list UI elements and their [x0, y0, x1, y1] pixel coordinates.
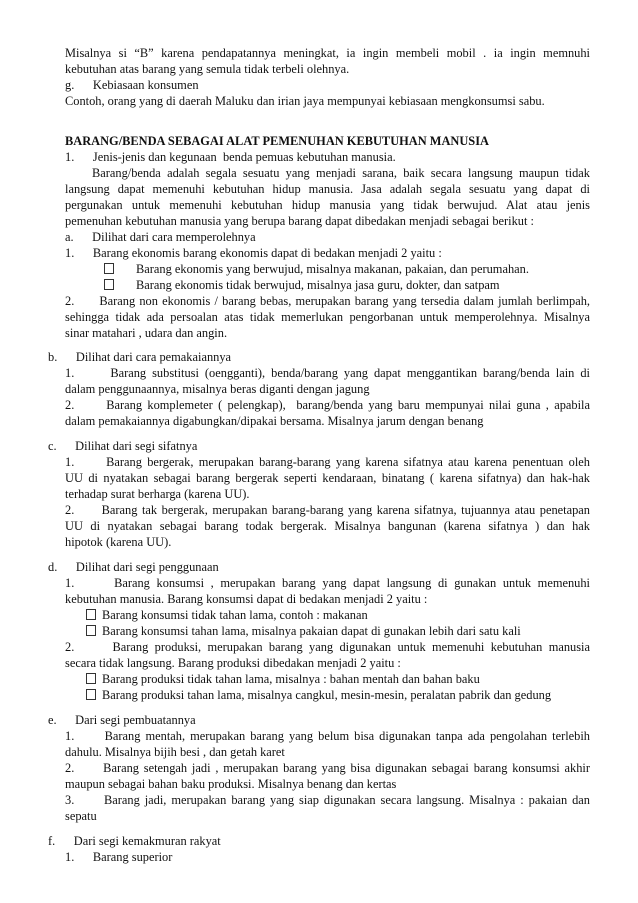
checkbox-bullet-icon [104, 263, 114, 274]
list-item: 1. Barang ekonomis barang ekonomis dapat di bedakan menjadi 2 yaitu : [65, 246, 442, 260]
list-item: 2. Barang non ekonomis / barang bebas, merupakan barang yang tersedia dalam jumlah berlimpah, [65, 294, 590, 308]
list-item: 3. Barang jadi, merupakan barang yang siap digunakan secara langsung. Misalnya : pakaian dan [65, 793, 590, 807]
bullet-item [86, 607, 368, 623]
bullet-item [104, 261, 529, 277]
list-item: 1. Jenis-jenis dan kegunaan benda pemuas kebutuhan manusia. [65, 150, 396, 164]
bullet-item [86, 687, 551, 703]
list-item: a. Dilihat dari cara memperolehnya [65, 230, 256, 244]
list-item: 1. Barang superior [65, 850, 173, 864]
paragraph-line: sepatu [65, 809, 97, 823]
paragraph-line: UU di nyatakan sebagai barang todak bergerak. Misalnya bangunan (karena sifatnya ) dan hak [65, 519, 590, 533]
paragraph-line: Contoh, orang yang di daerah Maluku dan irian jaya mempunyai kebiasaan mengkonsumsi sabu. [65, 94, 545, 108]
list-item: 2. Barang produksi, merupakan barang yang digunakan untuk memenuhi kebutuhan manusia [65, 640, 590, 654]
list-item: 1. Barang substitusi (oengganti), benda/barang yang dapat menggantikan barang/benda lain di [65, 366, 590, 380]
paragraph-line: maupun sebagai bahan baku produksi. Misalnya benang dan kertas [65, 777, 397, 791]
paragraph-line: Misalnya si “B” karena pendapatannya meningkat, ia ingin membeli mobil . ia ingin memnuhi [65, 46, 590, 60]
subsection-heading: f. Dari segi kemakmuran rakyat [48, 834, 221, 848]
paragraph-line: pemenuhan kebutuhan manusia yang berupa barang dapat dibedakan menjadi sebagai berikut : [65, 214, 534, 228]
bullet-text: Barang ekonomis yang berwujud, misalnya makanan, pakaian, dan perumahan. [136, 262, 529, 276]
list-item: g. Kebiasaan konsumen [65, 78, 199, 92]
paragraph-line: hipotok (karena UU). [65, 535, 172, 549]
paragraph-line: langsung dapat memenuhi kebutuhan hidup manusia. Jasa adalah segala sesuatu yang dapat di [65, 182, 590, 196]
bullet-text: Barang konsumsi tidak tahan lama, contoh : makanan [102, 608, 368, 622]
paragraph-line: dalam pemakaiannya digabungkan/dipakai bersama. Misalnya jarum dengan benang [65, 414, 484, 428]
paragraph-line: terhadap surat berharga (karena UU). [65, 487, 250, 501]
bullet-text: Barang konsumsi tahan lama, misalnya pakaian dapat di gunakan lebih dari satu kali [102, 624, 521, 638]
checkbox-bullet-icon [86, 689, 96, 700]
checkbox-bullet-icon [86, 609, 96, 620]
list-item: 1. Barang mentah, merupakan barang yang belum bisa digunakan tanpa ada pengolahan terlebih [65, 729, 590, 743]
list-item: 1. Barang konsumsi , merupakan barang yang dapat langsung di gunakan untuk memenuhi [65, 576, 590, 590]
bullet-text: Barang produksi tidak tahan lama, misalnya : bahan mentah dan bahan baku [102, 672, 480, 686]
list-item: 2. Barang setengah jadi , merupakan barang yang bisa digunakan sebagai barang konsumsi akhir [65, 761, 590, 775]
checkbox-bullet-icon [104, 279, 114, 290]
subsection-heading: c. Dilihat dari segi sifatnya [48, 439, 198, 453]
checkbox-bullet-icon [86, 673, 96, 684]
paragraph-line: dalam penggunaannya, misalnya beras diganti dengan jagung [65, 382, 370, 396]
list-item: 1. Barang bergerak, merupakan barang-barang yang karena sifatnya atau karena penentuan oleh [65, 455, 590, 469]
bullet-item [86, 671, 480, 687]
section-heading: BARANG/BENDA SEBAGAI ALAT PEMENUHAN KEBUTUHAN MANUSIA [65, 134, 489, 148]
bullet-text: Barang ekonomis tidak berwujud, misalnya jasa guru, dokter, dan satpam [136, 278, 500, 292]
subsection-heading: b. Dilihat dari cara pemakaiannya [48, 350, 232, 364]
paragraph-line: sinar matahari , udara dan angin. [65, 326, 228, 340]
paragraph-line: dahulu. Misalnya bijih besi , dan getah karet [65, 745, 285, 759]
paragraph-line: UU di nyatakan sebagai barang bergerak seperti kendaraan, binatang ( karena sifatnya) dan hak-hak [65, 471, 590, 485]
paragraph-line: secara tidak langsung. Barang produksi dibedakan menjadi 2 yaitu : [65, 656, 401, 670]
list-item: 2. Barang tak bergerak, merupakan barang-barang yang karena sifatnya, tujuannya atau penetapan [65, 503, 590, 517]
paragraph-line: kebutuhan manusia. Barang konsumsi dapat di bedakan menjadi 2 yaitu : [65, 592, 428, 606]
bullet-text: Barang produksi tahan lama, misalnya cangkul, mesin-mesin, peralatan pabrik dan gedung [102, 688, 552, 702]
subsection-heading: e. Dari segi pembuatannya [48, 713, 196, 727]
subsection-heading: d. Dilihat dari segi penggunaan [48, 560, 219, 574]
paragraph-line: sehingga tidak ada persoalan atas tidak memerlukan pengorbanan untuk memperolehnya. Misalnya [65, 310, 590, 324]
checkbox-bullet-icon [86, 625, 96, 636]
bullet-item [86, 623, 521, 639]
paragraph-line: pergunakan untuk memenuhi kebutuhan hidup manusia yang tidak berwujud. Alat atau jenis [65, 198, 590, 212]
paragraph-line: Barang/benda adalah segala sesuatu yang menjadi sarana, baik secara langsung maupun tidak [92, 166, 590, 180]
bullet-item [104, 277, 500, 293]
list-item: 2. Barang komplemeter ( pelengkap), barang/benda yang baru mempunyai nilai guna , apabila [65, 398, 590, 412]
paragraph-line: kebutuhan atas barang yang semula tidak terbeli olehnya. [65, 62, 350, 76]
